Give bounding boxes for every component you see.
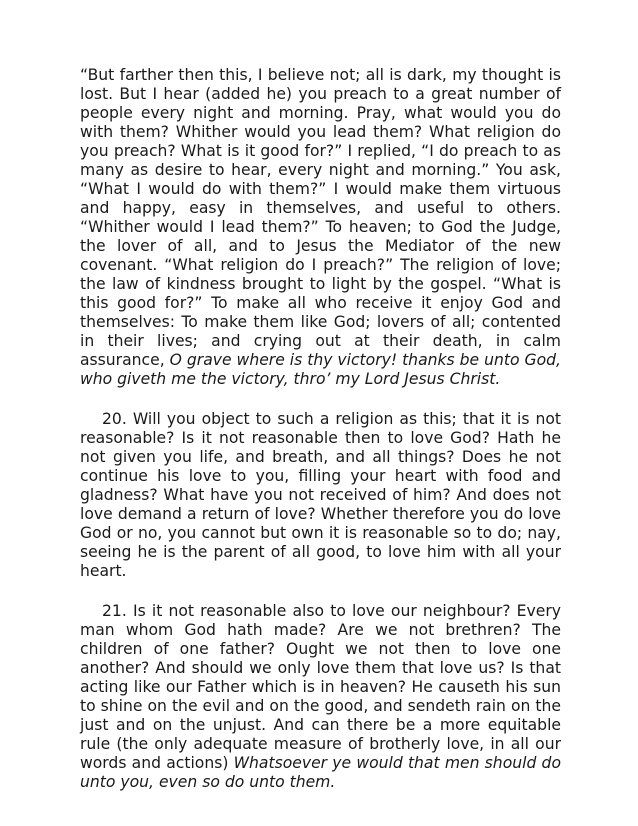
paragraph-dialogue [80, 66, 561, 389]
scripture-quote: O grave where is thy victory! thanks be unto God, who giveth me the victory, thro’ my Lord Jesus Christ. [80, 351, 561, 388]
paragraph-text: 20. Will you object to such a religion as this; that it is not reasonable? Is it not reasonable then to love God? Hath he not given you life, and breath, and all things? Does he not continue his love to you, filling your heart with food and gladness? What have you not received of him? And does not love demand a return of love? Whether therefore you do love God or no, you cannot but own it is reasonable so to do; nay, seeing he is the parent of all good, to love him with all your heart. [80, 410, 561, 580]
document-page [80, 66, 561, 792]
paragraph-20 [80, 410, 561, 581]
paragraph-text: 21. Is it not reasonable also to love our neighbour? Every man whom God hath made? Are we not brethren? The children of one father? Ought we not then to love one another? And should we only love them that love us? Is that acting like our Father which is in heaven? He causeth his sun to shine on the evil and on the good, and sendeth rain on the just and on the unjust. And can there be a more equitable rule (the only adequate measure of brotherly love, in all our words and actions) [80, 602, 561, 772]
paragraph-text: “But farther then this, I believe not; all is dark, my thought is lost. But I hear (added he) you preach to a great number of people every night and morning. Pray, what would you do with them? Whither would you lead them? What religion do you preach? What is it good for?” I replied, “I do preach to as many as desire to hear, every night and morning.” You ask, “What I would do with them?” I would make them virtuous and happy, easy in themselves, and useful to others. “Whither would I lead them?” To heaven; to God the Judge, the lover of all, and to Jesus the Mediator of the new covenant. “What religion do I preach?” The religion of love; the law of kindness brought to light by the gospel. “What is this good for?” To make all who receive it enjoy God and themselves: To make them like God; lovers of all; contented in their lives; and crying out at their death, in calm assurance, [80, 66, 561, 369]
scripture-quote: Whatsoever ye would that men should do unto you, even so do unto them. [80, 754, 561, 791]
paragraph-21 [80, 602, 561, 792]
